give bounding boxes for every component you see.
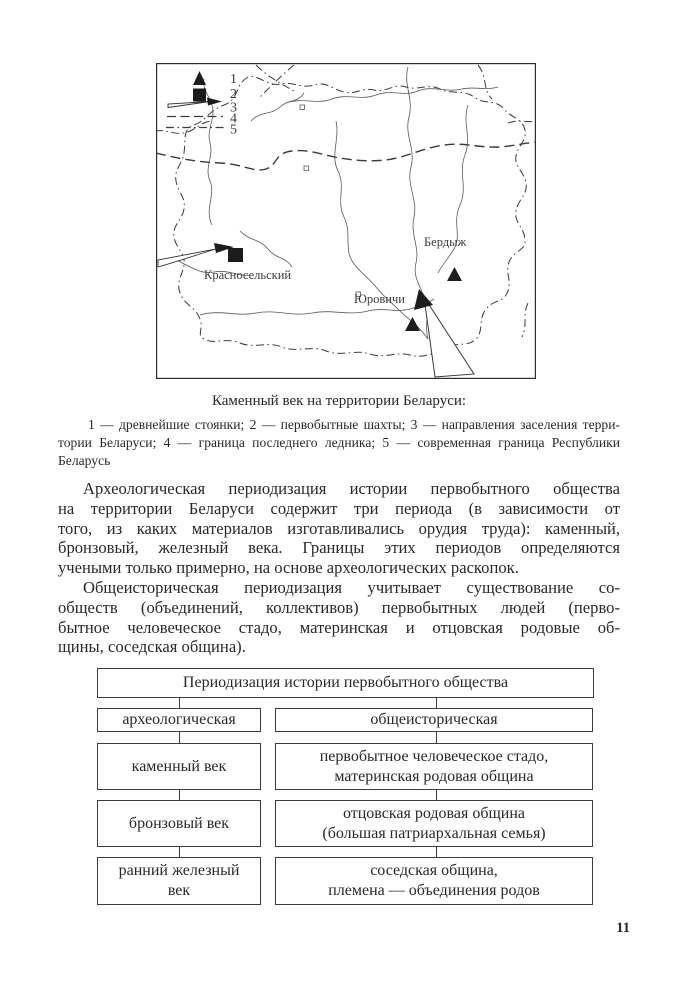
paragraph-archaeological-periodization: [58, 479, 620, 578]
text-line: обществ (объединений, коллективов) первобытных людей (перво-: [58, 597, 620, 617]
settlement-arrow-west: [158, 243, 234, 267]
connector-line: [179, 847, 180, 857]
site-triangle-berdyzh: [447, 267, 462, 281]
flowchart-box-bronze-age: [97, 800, 261, 847]
map-caption-legend-text: [58, 416, 620, 469]
box-label: общеисторическая: [370, 711, 498, 728]
box-label: археологическая: [122, 711, 236, 728]
label-berdyzh: Бердыж: [424, 235, 467, 249]
text-line: на территории Беларуси содержит три периода (в зависимости от: [58, 498, 620, 518]
connector-line: [179, 790, 180, 800]
flowchart-box-stone-age: [97, 743, 261, 790]
connector-line: [436, 698, 437, 708]
text-line: бронзовый, железный века. Границы этих периодов определяются: [58, 538, 620, 558]
legend-square-icon: [193, 89, 206, 102]
box-label-line: век: [167, 882, 191, 899]
label-krasnoselsky: Красносельский: [204, 268, 292, 282]
connector-line: [436, 847, 437, 857]
connector-line: [436, 732, 437, 743]
text-line: учеными только примерно, на основе археологических раскопок.: [58, 558, 519, 578]
box-label: каменный век: [131, 757, 227, 775]
text-line: Археологическая периодизация истории первобытного общества: [83, 479, 620, 498]
caption-line: Беларусь: [58, 452, 111, 468]
legend-number-2: 2: [230, 87, 237, 102]
flowchart-box-early-iron-age: [97, 857, 261, 905]
connector-line: [436, 790, 437, 800]
legend-arrow-body-icon: [168, 102, 210, 108]
box-label-line: ранний железный: [118, 862, 240, 879]
legend-arrow-head-icon: [207, 98, 222, 106]
rivers: [174, 67, 498, 372]
glacier-boundary-dashed-line: [156, 142, 536, 170]
text-line: Общеисторическая периодизация учитывает существование со-: [83, 578, 620, 597]
flowchart-box-paternal-community: [275, 800, 593, 847]
connector-line: [179, 698, 180, 708]
site-triangle-yurovichi: [405, 317, 420, 331]
box-label: бронзовый век: [128, 814, 230, 832]
legend-triangle-icon: [193, 71, 206, 85]
text-line: того, из каких материалов изготавливались орудия труда): каменный,: [58, 518, 620, 538]
flowchart-box-archaeological: [97, 708, 261, 732]
paragraph-general-historical-periodization: [58, 578, 620, 657]
box-label-line: первобытное человеческое стадо,: [319, 747, 549, 765]
stone-age-map: [156, 63, 536, 379]
flowchart-root-label: Периодизация истории первобытного общества: [182, 674, 509, 691]
box-label-line: племена — объединения родов: [328, 882, 540, 899]
legend-number-4: 4: [230, 111, 237, 127]
box-label-line: (большая патриархальная семья): [322, 824, 546, 842]
legend-number-5: 5: [230, 122, 237, 138]
connector-line: [179, 732, 180, 743]
caption-line: тории Беларуси; 4 — граница последнего ледника; 5 — современная граница Республики: [58, 434, 620, 450]
caption-line: 1 — древнейшие стоянки; 2 — первобытные шахты; 3 — направления заселения терри-: [88, 417, 620, 432]
label-yurovichi: Юровичи: [354, 292, 405, 306]
text-line: бытное человеческое стадо, материнская и отцовская родовые об-: [58, 617, 620, 637]
legend-number-3: 3: [230, 100, 237, 116]
flowchart-box-neighbor-community: [275, 857, 593, 905]
text-line: щины, соседская община).: [58, 637, 246, 657]
flowchart-root-box: [97, 668, 594, 698]
mine-site-square-krasnoselsky: [228, 248, 243, 262]
box-label-line: материнская родовая община: [334, 767, 534, 785]
flowchart-box-general-historical: [275, 708, 593, 732]
flowchart-box-primitive-herd: [275, 743, 593, 790]
page-number: 11: [616, 920, 630, 936]
map-caption-title: Каменный век на территории Беларуси:: [211, 393, 467, 409]
box-label-line: соседская община,: [370, 862, 498, 879]
map-canvas: [156, 63, 536, 379]
legend-number-1: 1: [230, 72, 237, 87]
box-label-line: отцовская родовая община: [342, 804, 526, 822]
